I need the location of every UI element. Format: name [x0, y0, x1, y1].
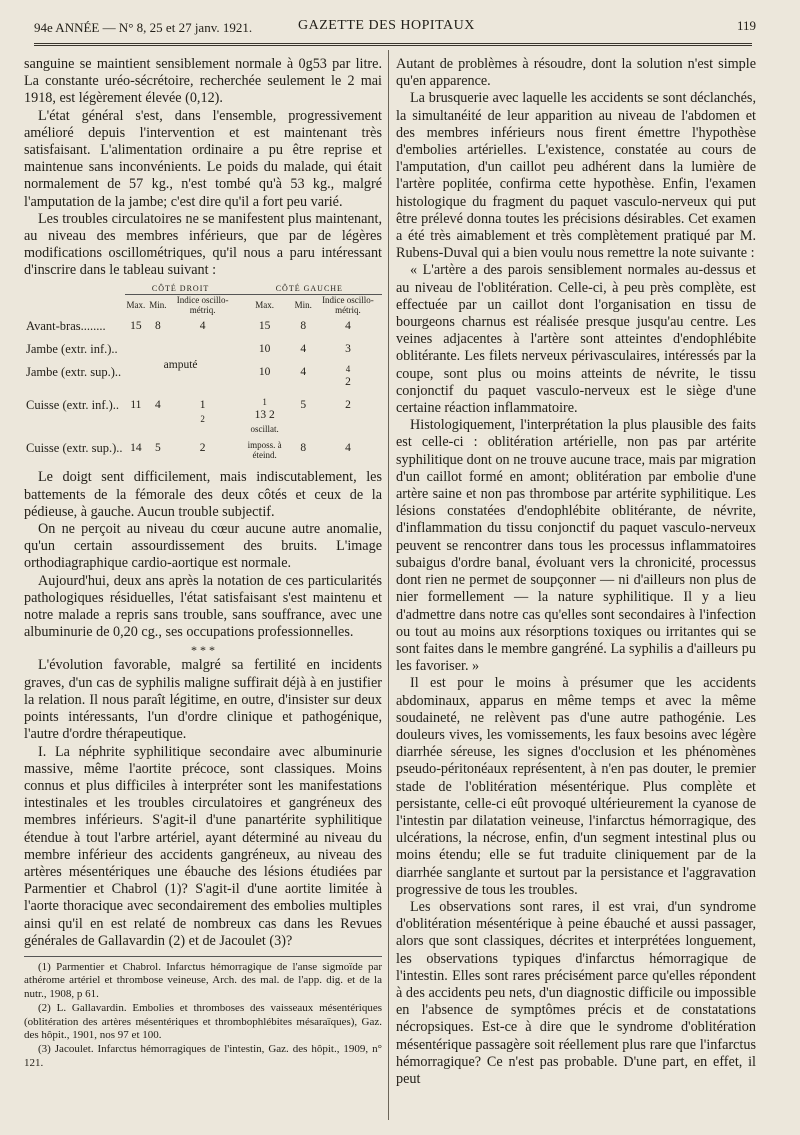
- header-issue: 94e ANNÉE — N° 8, 25 et 27 janv. 1921.: [34, 20, 253, 35]
- col-min: Min.: [294, 299, 312, 310]
- paragraph: Il est pour le moins à présumer que les accidents abdominaux, apparus en même temps et avec la même soudaineté, ne relèvent pas d'une autre pathogénie. Les douleurs vives, les vomissements, les faux besoins avec légère diarrhée séreuse, les signes d'occlusion et les phénomènes pseudo-péritonéaux représentent, à n'en pas douter, le premier stade de l'oblitération mésentérique. Plus complète et persistante, celle-ci eût provoqué ultérieurement la cyanose de l'intestin par dilatation veineuse, l'infarctus hémorragique, des ulcérations, la nécrose, enfin, d'un segment intestinal plus ou moins étendu; elle se fut traduite cliniquement par de la diarrhée sanglante et surtout par la persistance et l'aggravation progressive de tous les troubles.: [396, 675, 756, 898]
- oscillometry-table: [24, 284, 382, 464]
- footnote: (1) Parmentier et Chabrol. Infarctus hémorragique de l'anse sigmoïde par athérome artériel et thrombose veineuse, Arch. des mal. de l'app. dig. et de la nutr., 1908, p 61.: [24, 960, 382, 1000]
- paragraph: « L'artère a des parois sensiblement normales au-dessus et au niveau de l'oblitération. Celle-ci, à peu près complète, est effectuée par un caillot dont l'organisation en tissu de bourgeons charnus est réalisée presque jusqu'au centre. Les veines adjacentes à l'artère sont atteintes d'endophlébite oblitérante. Les filets nerveux périvasculaires, intéressés par la coupe, sont plus ou moins atteints de névrite, le tissu conjonctif du paquet vasculo-nerveux est le siège d'une certaine réaction inflammatoire.: [396, 262, 756, 417]
- table-row: Avant-bras........ 15 8 4 15 8 4: [26, 318, 351, 333]
- left-column: [24, 56, 382, 1071]
- running-header: [34, 14, 756, 40]
- right-column: [396, 56, 756, 1088]
- column-divider: [388, 50, 389, 1120]
- paragraph: La brusquerie avec laquelle les accidents se sont déclanchés, la simultanéité de leur apparition au niveau de l'abdomen et des membres inférieurs nous firent émettre l'hypothèse d'embolies artérielles. L'existence, constatée au cours de l'amputation, d'un caillot peu adhérent dans la lumière de l'artère poplitée, confirma cette hypothèse. Enfin, l'examen histologique du fragment du paquet vasculo-nerveux qui put être prélevé donna toutes les précisions désirables. Cet examen a été très aimablement et très complètement pratiqué par M. Rubens-Duval qui a bien voulu nous remettre la note suivante :: [396, 90, 756, 262]
- paragraph: Les observations sont rares, il est vrai, d'un syndrome d'oblitération mésentérique à peine ébauché et aussi passager, alors que sont classiques, décrites et interprétées longuement, les observations typiques d'infarctus hémorragique de l'intestin. Elles sont rares précisément parce qu'elles répondent à des accidents peu nets, d'un diagnostic difficile ou impossible en l'absence de symptômes précis et de constatations nécropsiques. Est-ce à dire que le syndrome d'oblitération mésentérique passagère soit réellement plus rare que l'infarctus hémorragique? Ce n'est pas probable. D'une part, en effet, il peut: [396, 898, 756, 1087]
- paragraph: L'évolution favorable, malgré sa fertilité en incidents graves, d'un cas de syphilis maligne suffirait déjà à en justifier la relation. Il nous paraît légitime, en outre, d'insister sur deux points intéressants, l'un d'ordre clinique et pathogénique, l'autre d'ordre thérapeutique.: [24, 657, 382, 743]
- col-index: Indice oscillo-métriq.: [322, 294, 374, 315]
- footnote: (2) L. Gallavardin. Embolies et thromboses des vaisseaux mésentériques (oblitération des artères mésentériques et thrombophlébites mésaraïques), Gaz. des hôpit., 1901, nos 97 et 100.: [24, 1002, 382, 1041]
- paragraph: Le doigt sent difficilement, mais indiscutablement, les battements de la fémorale des deux côtés et ceux de la pédieuse, à gauche. Aucun trouble subjectif.: [24, 469, 382, 520]
- footnote: (3) Jacoulet. Infarctus hémorragiques de l'intestin, Gaz. des hôpit., 1909, n° 121.: [24, 1043, 382, 1069]
- paragraph: sanguine se maintient sensiblement normale à 0g53 par litre. La constante uréo-sécrétoire, recherchée seulement le 2 mai 1918, est légèrement élevée (0,12).: [24, 56, 382, 107]
- header-page-number: 119: [736, 18, 756, 33]
- paragraph: Les troubles circulatoires ne se manifestent plus maintenant, au niveau des membres inférieurs, que par de légères modifications oscillométriques, qu'il nous a paru intéressant d'inscrire dans le tableau suivant :: [24, 210, 382, 279]
- col-index: Indice oscillo-métriq.: [176, 294, 229, 315]
- col-min: Min.: [149, 299, 167, 310]
- paragraph: L'état général s'est, dans l'ensemble, progressivement amélioré depuis l'intervention et est maintenant très satisfaisant. L'alimentation ordinaire a pu être reprise et maintenue sans inconvénients. Le poids du malade, qui était normalement de 57 kg., n'est tombé qu'à 53 kg., malgré l'amputation de la jambe; c'est dire qu'il a fort peu varié.: [24, 107, 382, 210]
- table-header-right-side: CÔTÉ DROIT: [125, 284, 237, 295]
- paragraph: Autant de problèmes à résoudre, dont la solution n'est simple qu'en apparence.: [396, 56, 756, 90]
- col-max: Max.: [126, 299, 146, 310]
- table-row: Cuisse (extr. inf.).. 11 4 1 2 1 13 2 oscillat. 5 2: [26, 397, 351, 435]
- paragraph: I. La néphrite syphilitique secondaire avec albuminurie massive, même l'aortite précoce, sont classiques. Moins connus et plus difficiles à interpréter sont les manifestations intestinales et les troubles circulatoires et gangréneux des membres inférieurs. S'agit-il d'une panartérite syphilitique étendue à tout l'arbre artériel, ayant déterminé au niveau du membre inférieur des accidents gangréneux, au niveau des artères mésentériques une ébauche des lésions étudiées par Parmentier et Chabrol (1)? S'agit-il d'une aortite limitée à l'aorte thoracique avec secondairement des embolies multiples ainsi qu'il en est relaté de nombreux cas dans les Revues générales de Gallavardin (2) et de Jacoulet (3)?: [24, 743, 382, 949]
- table-row: Jambe (extr. sup.).. 10 4 4 2: [26, 364, 351, 389]
- header-journal-title: GAZETTE DES HOPITAUX: [298, 18, 475, 33]
- table-row: Cuisse (extr. sup.).. 14 5 2 imposs. à éteind. 8 4: [26, 440, 351, 461]
- col-max: Max.: [255, 299, 274, 310]
- header-rule: [34, 43, 752, 46]
- footnotes: [24, 956, 382, 1070]
- paragraph: On ne perçoit au niveau du cœur aucune autre anomalie, qu'un certain assourdissement des bruits. L'image orthodiagraphique cardio-aortique est normale.: [24, 521, 382, 572]
- paragraph: Histologiquement, l'interprétation la plus plausible des faits est celle-ci : oblitération artérielle, non pas par artérite syphilitique dont on ne trouve aucune trace, mais par migration d'un caillot formé en amont; oblitération par embolie d'une artère saine et non pas thrombose par artérite syphilitique. Les lésions constatées d'endophlébite oblitérante, de névrite, d'inflammation du tissu conjonctif du paquet vasculo-nerveux peuvent se rencontrer dans tous les processus inflammatoires subaigus d'ordre banal, évoluant vers la chronicité, processus dont rien ne permet de soupçonner — ni d'ailleurs non plus de nier formellement — la nature syphilitique. Il y a lieu d'admettre dans notre cas qu'elles sont secondaires à l'infection ou tout au moins aux résorptions toxiques ou irritantes qui se sont faites dans le membre gangréné. La syphilis a d'ailleurs pu les favoriser. »: [396, 417, 756, 675]
- table-row: Jambe (extr. inf.).. amputé 10 4 3: [24, 338, 382, 361]
- amputated-note: amputé: [163, 359, 198, 372]
- table-header-left-side: CÔTÉ GAUCHE: [237, 284, 382, 295]
- section-separator: * * *: [191, 643, 215, 658]
- paragraph: Aujourd'hui, deux ans après la notation de ces particularités pathologiques résiduelles, l'état satisfaisant s'est maintenu et notre malade a repris sans trouble, sans souffrance, avec une albuminurie de 0,20 cg., ses occupations professionnelles.: [24, 572, 382, 641]
